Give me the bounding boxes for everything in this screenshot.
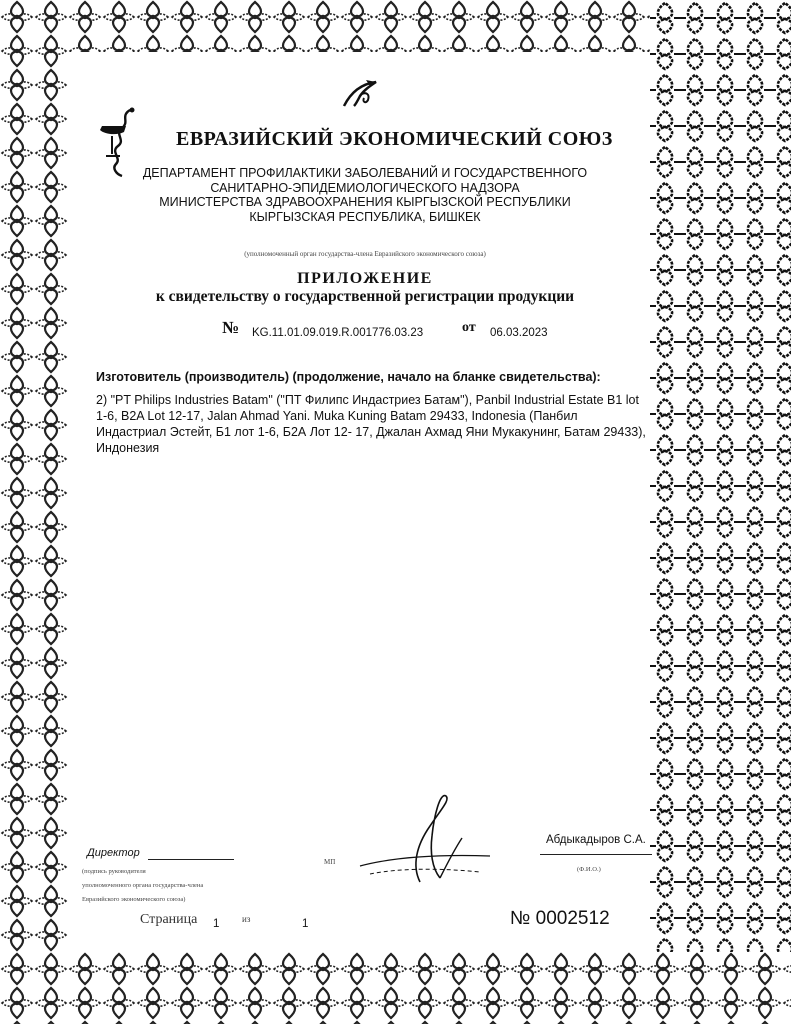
page-number: 1 [213,918,220,930]
department-line: САНИТАРНО-ЭПИДЕМИОЛОГИЧЕСКОГО НАДЗОРА [210,180,520,195]
signer-name: Абдыкадыров С.А. [546,834,646,846]
of-label: из [242,914,251,924]
page-total: 1 [302,918,309,930]
department-line: ДЕПАРТАМЕНТ ПРОФИЛАКТИКИ ЗАБОЛЕВАНИЙ И ГОСУДАРСТВЕННОГО [142,166,588,180]
signer-sub-label: (Ф.И.О.) [577,866,601,873]
department-line: МИНИСТЕРСТВА ЗДРАВООХРАНЕНИЯ КЫРГЫЗСКОЙ РЕСПУБЛИКИ [159,195,571,209]
manufacturer-heading: Изготовитель (производитель) (продолжение, начало на бланке свидетельства): [96,370,601,384]
border-left [0,0,68,1024]
director-label: Директор [87,847,140,859]
border-bottom [0,952,791,1024]
department-block [130,166,600,224]
union-title: ЕВРАЗИЙСКИЙ ЭКОНОМИЧЕСКИЙ СОЮЗ [176,128,613,150]
from-label: от [462,320,476,335]
document-subtitle: к свидетельству о государственной регистрации продукции [155,288,575,305]
serial-number: № 0002512 [510,908,610,929]
director-sub-line: Евразийского экономического союза) [82,896,186,903]
signer-line [540,854,652,855]
authority-note: (уполномоченный орган государства-члена Евразийского экономического союза) [244,250,486,258]
bird-mark-icon [340,76,380,112]
department-line: КЫРГЫЗСКАЯ РЕСПУБЛИКА, БИШКЕК [249,209,481,224]
border-right [650,0,791,1024]
director-sub-line: уполномоченного органа государства-члена [82,882,204,889]
director-sub-line: (подпись руководителя [82,868,146,875]
stamp-label: МП [324,858,336,866]
page-label: Страница [140,912,198,927]
number-sign: № [222,318,240,337]
document-title: ПРИЛОЖЕНИЕ [297,270,433,287]
handwritten-signature [350,786,500,886]
director-signature-line [148,859,234,860]
registration-number: KG.11.01.09.019.R.001776.03.23 [252,327,424,339]
border-top [0,0,791,52]
registration-date: 06.03.2023 [490,327,548,339]
manufacturer-text: 2) "PT Philips Industries Batam" ("ПТ Филипс Индастриез Батам"), Panbil Industrial Estate B1 lot 1-6, B2A Lot 12-17, Jalan Ahmad Yani. Muka Kuning Batam 29433, Indonesia (Панбил Индастриал Эстейт, Б1 лот 1-6, Б2А Лот 12- 17, Джалан Ахмад Яни Мукакунинг, Батам 29433), Индонезия [96,393,646,455]
